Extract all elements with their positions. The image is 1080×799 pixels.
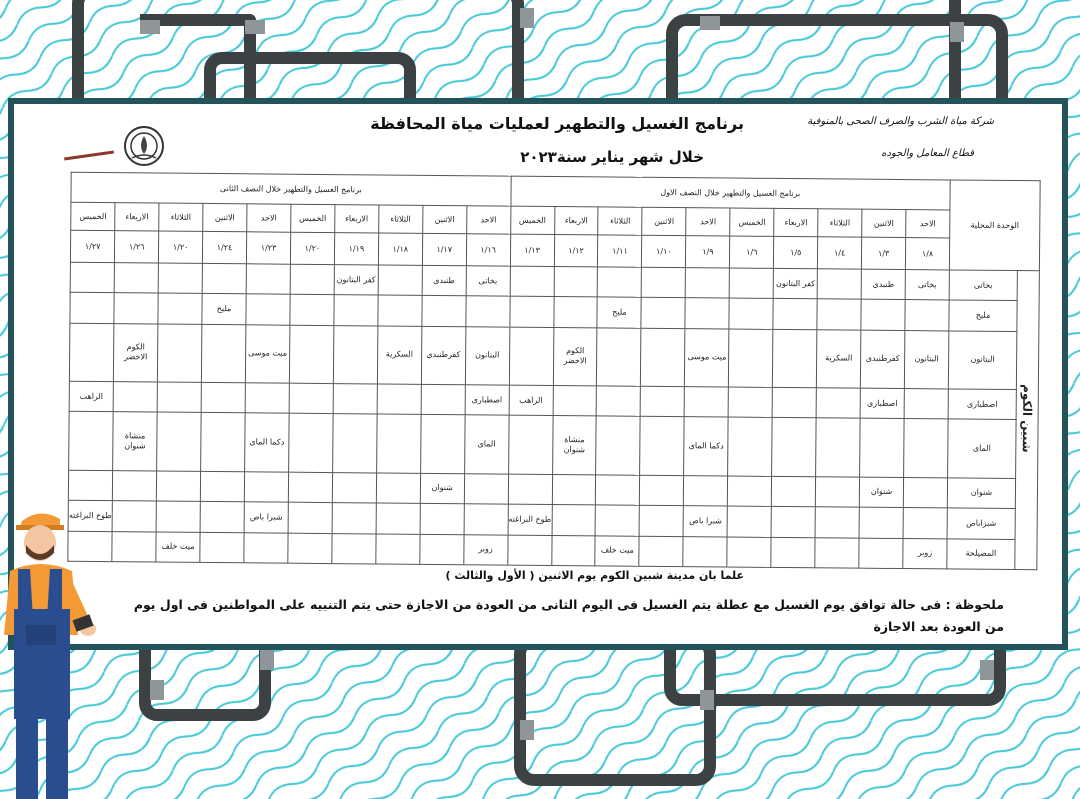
schedule-cell bbox=[246, 294, 290, 325]
schedule-cell: منشاة شنوان bbox=[552, 416, 596, 475]
schedule-cell bbox=[69, 412, 114, 471]
city-label bbox=[1015, 271, 1040, 570]
schedule-cell bbox=[378, 265, 422, 296]
schedule-cell: كفرطنبدى bbox=[860, 330, 904, 389]
unit-name: الماى bbox=[948, 419, 1017, 478]
unit-name: المصيلحة bbox=[947, 538, 1015, 569]
document-subtitle: خلال شهر يناير سنة٢٠٢٣ bbox=[520, 148, 704, 166]
unit-name: البتانون bbox=[948, 331, 1017, 390]
schedule-cell bbox=[376, 414, 420, 473]
schedule-cell: كفر البتانون bbox=[334, 265, 378, 296]
schedule-cell: دكما الماى bbox=[684, 417, 728, 476]
schedule-cell: الراهب bbox=[509, 385, 553, 416]
day-header: الاثنين bbox=[862, 209, 906, 237]
schedule-cell: الراهب bbox=[69, 381, 113, 412]
schedule-cell bbox=[552, 505, 596, 536]
schedule-card bbox=[8, 98, 1068, 650]
unit-name: اصطبارى bbox=[948, 389, 1016, 420]
schedule-cell bbox=[903, 477, 947, 508]
schedule-cell: ميت خلف bbox=[156, 532, 200, 563]
schedule-cell bbox=[508, 416, 552, 475]
day-header: الثلاثاء bbox=[598, 207, 642, 235]
schedule-cell bbox=[112, 501, 156, 532]
schedule-cell bbox=[422, 296, 466, 327]
schedule-cell bbox=[158, 293, 202, 324]
schedule-cell bbox=[156, 501, 200, 532]
schedule-cell bbox=[816, 388, 860, 419]
schedule-cell bbox=[641, 328, 685, 387]
day-header: الخميس bbox=[730, 208, 774, 236]
schedule-cell: منشاة شنوان bbox=[113, 412, 157, 471]
schedule-cell bbox=[288, 472, 332, 503]
day-header: الاحد bbox=[247, 204, 291, 232]
schedule-cell bbox=[69, 323, 114, 382]
day-header: الاحد bbox=[466, 206, 510, 234]
schedule-cell bbox=[420, 534, 464, 565]
day-header: الاربعاء bbox=[115, 203, 159, 231]
schedule-cell bbox=[683, 536, 727, 567]
schedule-cell bbox=[68, 470, 112, 501]
company-logo-icon bbox=[122, 124, 166, 168]
schedule-cell bbox=[158, 263, 202, 294]
schedule-cell bbox=[596, 505, 640, 536]
schedule-cell: مليح bbox=[202, 294, 246, 325]
schedule-cell bbox=[552, 474, 596, 505]
schedule-cell bbox=[817, 269, 861, 300]
schedule-cell: شنوان bbox=[420, 473, 464, 504]
day-header: الاثنين bbox=[422, 205, 466, 233]
date-header: ١/٩ bbox=[686, 236, 730, 268]
schedule-cell bbox=[904, 389, 948, 420]
schedule-cell bbox=[334, 295, 378, 326]
schedule-cell bbox=[727, 506, 771, 537]
date-header: ١/١٧ bbox=[422, 233, 466, 265]
schedule-cell bbox=[376, 473, 420, 504]
schedule-cell: زوبر bbox=[463, 534, 507, 565]
schedule-cell bbox=[817, 299, 861, 330]
schedule-cell bbox=[464, 504, 508, 535]
schedule-cell bbox=[553, 297, 597, 328]
schedule-cell bbox=[772, 476, 816, 507]
schedule-table bbox=[67, 172, 1040, 570]
schedule-cell bbox=[641, 386, 685, 417]
date-header: ١/٦ bbox=[730, 236, 774, 268]
schedule-cell: شبرا باص bbox=[683, 506, 727, 537]
schedule-cell bbox=[642, 267, 686, 298]
schedule-cell: ميت خلف bbox=[595, 535, 639, 566]
schedule-cell bbox=[684, 475, 728, 506]
date-header: ١/٢٠ bbox=[290, 232, 334, 264]
schedule-cell bbox=[289, 414, 333, 473]
schedule-cell bbox=[596, 474, 640, 505]
schedule-cell bbox=[114, 293, 158, 324]
schedule-cell: ميت موسى bbox=[685, 329, 729, 388]
schedule-cell bbox=[684, 387, 728, 418]
date-header: ١/٢٤ bbox=[202, 231, 246, 263]
schedule-cell bbox=[728, 418, 772, 477]
day-header: الاحد bbox=[906, 210, 950, 238]
date-header: ١/٢٧ bbox=[70, 230, 114, 262]
schedule-cell bbox=[157, 413, 201, 472]
schedule-cell bbox=[156, 471, 200, 502]
schedule-cell bbox=[510, 266, 554, 297]
schedule-cell bbox=[729, 268, 773, 299]
schedule-cell: كفر البتانون bbox=[773, 268, 817, 299]
schedule-cell bbox=[288, 502, 332, 533]
schedule-cell: بخاتى bbox=[466, 266, 510, 297]
schedule-cell bbox=[639, 505, 683, 536]
schedule-cell bbox=[904, 419, 948, 478]
first-half-header: برنامج الغسيل والتطهير خلال النصف الاول bbox=[511, 176, 951, 210]
schedule-cell bbox=[289, 383, 333, 414]
schedule-cell: مليح bbox=[597, 297, 641, 328]
schedule-cell bbox=[289, 325, 333, 384]
schedule-cell bbox=[376, 533, 420, 564]
schedule-cell: الكوم الاخضر bbox=[114, 324, 158, 383]
schedule-cell bbox=[200, 501, 244, 532]
date-header: ١/١١ bbox=[598, 235, 642, 267]
schedule-cell bbox=[464, 473, 508, 504]
schedule-cell bbox=[288, 533, 332, 564]
day-header: الخميس bbox=[71, 202, 115, 230]
schedule-cell: شنوان bbox=[859, 477, 903, 508]
schedule-cell bbox=[598, 267, 642, 298]
schedule-cell bbox=[377, 384, 421, 415]
schedule-cell: طنبدى bbox=[422, 265, 466, 296]
date-header: ١/٢٣ bbox=[246, 232, 290, 264]
schedule-cell bbox=[773, 299, 817, 330]
day-header: الثلاثاء bbox=[818, 209, 862, 237]
company-name: شركة مياة الشرب والصرف الصحى بالمنوفية bbox=[807, 116, 994, 127]
date-header: ١/٨ bbox=[905, 238, 949, 270]
schedule-cell bbox=[859, 507, 903, 538]
date-header: ١/٥ bbox=[774, 236, 818, 268]
schedule-cell: بخاتى bbox=[905, 270, 949, 301]
schedule-cell bbox=[639, 536, 683, 567]
schedule-cell bbox=[597, 328, 641, 387]
schedule-cell bbox=[420, 503, 464, 534]
day-header: الخميس bbox=[291, 204, 335, 232]
schedule-cell bbox=[201, 382, 245, 413]
schedule-cell: السكرية bbox=[377, 326, 421, 385]
date-header: ١/١٢ bbox=[554, 234, 598, 266]
schedule-cell bbox=[772, 387, 816, 418]
schedule-cell: السكرية bbox=[817, 330, 861, 389]
schedule-cell: دكما الماى bbox=[245, 413, 289, 472]
second-half-header: برنامج الغسيل والتطهير خلال النصف الثانى bbox=[71, 172, 511, 206]
schedule-cell bbox=[244, 471, 288, 502]
schedule-cell: اصطبارى bbox=[860, 388, 904, 419]
schedule-cell bbox=[421, 384, 465, 415]
schedule-cell bbox=[815, 476, 859, 507]
schedule-cell bbox=[112, 531, 156, 562]
day-header: الاربعاء bbox=[335, 205, 379, 233]
schedule-cell: شبرا باص bbox=[244, 502, 288, 533]
schedule-cell bbox=[113, 382, 157, 413]
schedule-cell bbox=[771, 506, 815, 537]
schedule-cell bbox=[200, 532, 244, 563]
schedule-cell bbox=[861, 300, 905, 331]
schedule-cell bbox=[201, 413, 245, 472]
pen-decoration bbox=[64, 151, 114, 161]
schedule-cell bbox=[553, 386, 597, 417]
date-header: ١/١٣ bbox=[510, 234, 554, 266]
schedule-cell bbox=[686, 268, 730, 299]
date-header: ١/١٩ bbox=[334, 233, 378, 265]
schedule-cell bbox=[640, 475, 684, 506]
table-row bbox=[69, 323, 1038, 390]
schedule-cell bbox=[420, 415, 464, 474]
date-header: ١/٢٦ bbox=[115, 231, 159, 263]
schedule-cell bbox=[332, 533, 376, 564]
schedule-cell bbox=[685, 298, 729, 329]
schedule-cell bbox=[245, 383, 289, 414]
date-header: ١/٣ bbox=[862, 237, 906, 269]
schedule-cell bbox=[70, 293, 114, 324]
schedule-cell: كفرطنبدى bbox=[421, 326, 465, 385]
schedule-cell bbox=[554, 266, 598, 297]
schedule-cell bbox=[333, 384, 377, 415]
unit-name: بخاتى bbox=[949, 270, 1017, 301]
day-header: الاربعاء bbox=[554, 206, 598, 234]
schedule-cell bbox=[641, 298, 685, 329]
schedule-cell bbox=[507, 535, 551, 566]
schedule-cell bbox=[860, 419, 904, 478]
schedule-cell: طوخ البراغته bbox=[68, 500, 112, 531]
worker-illustration bbox=[0, 505, 112, 799]
schedule-cell: ميت موسى bbox=[245, 325, 289, 384]
schedule-cell bbox=[728, 387, 772, 418]
day-header: الخميس bbox=[510, 206, 554, 234]
schedule-cell bbox=[816, 418, 860, 477]
schedule-cell bbox=[640, 417, 684, 476]
city-name: شبين الكوم bbox=[1019, 384, 1035, 453]
schedule-cell bbox=[113, 470, 157, 501]
schedule-cell bbox=[859, 538, 903, 569]
schedule-cell bbox=[728, 476, 772, 507]
schedule-cell bbox=[815, 507, 859, 538]
schedule-cell bbox=[244, 532, 288, 563]
schedule-cell bbox=[332, 414, 376, 473]
schedule-cell bbox=[200, 471, 244, 502]
schedule-cell bbox=[376, 503, 420, 534]
day-header: الثلاثاء bbox=[159, 203, 203, 231]
schedule-cell bbox=[333, 325, 377, 384]
schedule-cell: زوبر bbox=[903, 538, 947, 569]
schedule-cell bbox=[551, 535, 595, 566]
schedule-cell: اصطبارى bbox=[465, 385, 509, 416]
table-row bbox=[69, 412, 1038, 479]
note-city-days: علما بان مدينة شبين الكوم يوم الاثنين ( الأول والثالث ) bbox=[445, 569, 744, 582]
date-header: ١/١٠ bbox=[642, 235, 686, 267]
schedule-cell bbox=[596, 416, 640, 475]
schedule-cell bbox=[771, 537, 815, 568]
unit-column-header: الوحدة المحلية bbox=[949, 180, 1040, 271]
date-header: ١/٢٠ bbox=[159, 231, 203, 263]
schedule-cell bbox=[332, 503, 376, 534]
schedule-cell bbox=[772, 418, 816, 477]
schedule-cell bbox=[114, 263, 158, 294]
schedule-cell: البتانون bbox=[465, 327, 509, 386]
schedule-cell bbox=[508, 474, 552, 505]
day-header: الاثنين bbox=[203, 203, 247, 231]
date-header: ١/١٦ bbox=[466, 234, 510, 266]
schedule-cell bbox=[729, 329, 773, 388]
unit-name: شبراباص bbox=[947, 508, 1015, 539]
schedule-cell: الماى bbox=[464, 415, 508, 474]
schedule-cell bbox=[509, 327, 553, 386]
day-header: الاثنين bbox=[642, 207, 686, 235]
schedule-cell bbox=[332, 472, 376, 503]
schedule-cell bbox=[509, 297, 553, 328]
schedule-document bbox=[14, 104, 1062, 644]
schedule-cell bbox=[70, 262, 114, 293]
schedule-cell bbox=[727, 537, 771, 568]
schedule-cell bbox=[466, 296, 510, 327]
date-header: ١/٤ bbox=[818, 237, 862, 269]
schedule-cell bbox=[378, 295, 422, 326]
day-header: الاربعاء bbox=[774, 208, 818, 236]
document-title: برنامج الغسيل والتطهير لعمليات مياة المحافظة bbox=[370, 114, 744, 133]
schedule-cell bbox=[157, 324, 201, 383]
schedule-cell bbox=[597, 386, 641, 417]
schedule-cell: طوخ البراغته bbox=[508, 504, 552, 535]
schedule-cell: طنبدى bbox=[861, 269, 905, 300]
schedule-cell bbox=[201, 324, 245, 383]
schedule-cell: الكوم الاخضر bbox=[553, 327, 597, 386]
schedule-cell bbox=[290, 295, 334, 326]
note-holiday: ملحوظة : فى حالة توافق يوم الغسيل مع عطلة يتم الغسيل فى اليوم الثانى من العودة من الاجازة حتى يتم التنبيه على المواطنين فى اول يوم من العودة بعد الاجازة bbox=[133, 597, 1004, 634]
schedule-cell bbox=[773, 329, 817, 388]
sector-name: قطاع المعامل والجوده bbox=[881, 148, 974, 159]
day-header: الثلاثاء bbox=[378, 205, 422, 233]
date-header: ١/١٨ bbox=[378, 233, 422, 265]
schedule-cell bbox=[290, 264, 334, 295]
schedule-cell bbox=[905, 300, 949, 331]
schedule-cell: البتانون bbox=[904, 330, 948, 389]
schedule-cell bbox=[202, 263, 246, 294]
day-header: الاحد bbox=[686, 208, 730, 236]
schedule-cell bbox=[157, 382, 201, 413]
schedule-cell bbox=[903, 508, 947, 539]
schedule-cell bbox=[729, 298, 773, 329]
unit-name: مليح bbox=[949, 300, 1017, 331]
schedule-cell bbox=[815, 537, 859, 568]
schedule-cell bbox=[246, 264, 290, 295]
unit-name: شنوان bbox=[947, 478, 1015, 509]
